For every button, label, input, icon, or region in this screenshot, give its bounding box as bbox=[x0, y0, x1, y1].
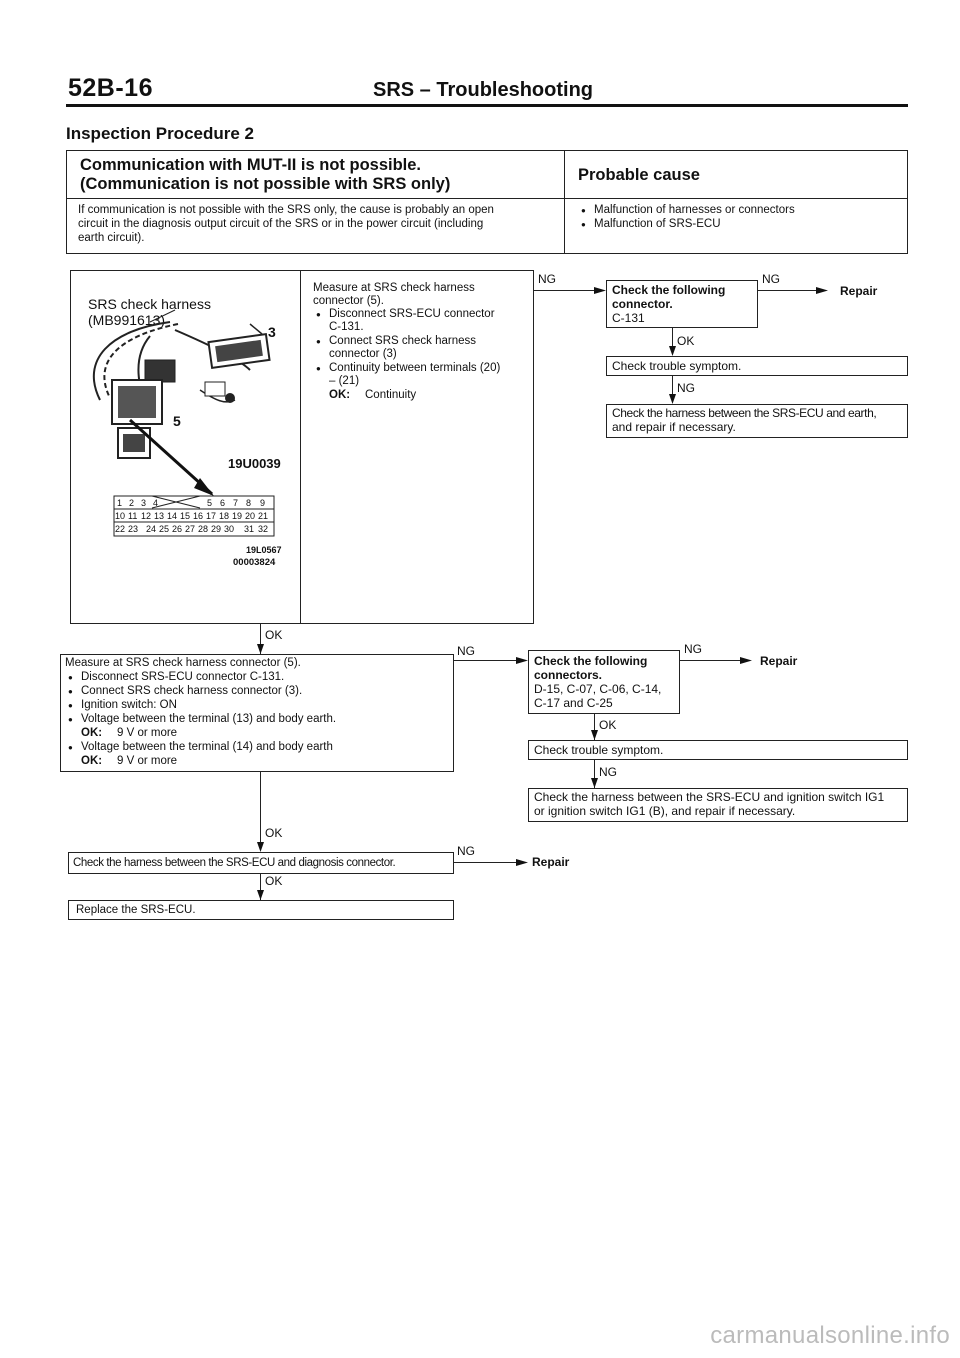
step2-ok2-value: 9 V or more bbox=[117, 755, 178, 767]
terminal-14: 14 bbox=[167, 511, 178, 521]
step2-bullet4: ● Voltage between the terminal (13) and body earth. bbox=[81, 713, 336, 727]
step1-ok-label: OK: bbox=[329, 389, 351, 401]
terminal-27: 27 bbox=[185, 524, 196, 534]
branch2-check-title: Check the following bbox=[534, 654, 648, 668]
terminal-19: 19 bbox=[232, 511, 243, 521]
branch1-ng: NG bbox=[538, 272, 556, 286]
branch1-ng3: NG bbox=[677, 381, 695, 395]
step2-bullet3: ● Ignition switch: ON bbox=[81, 699, 177, 713]
terminal-4: 4 bbox=[153, 498, 159, 508]
step1-bullet2b: connector (3) bbox=[329, 348, 397, 360]
branch2-repair: Repair bbox=[760, 654, 798, 668]
step2-bullet2: ● Connect SRS check harness connector (3). bbox=[81, 685, 302, 699]
terminal-25: 25 bbox=[159, 524, 170, 534]
terminal-26: 26 bbox=[172, 524, 183, 534]
step3-ng: NG bbox=[457, 844, 475, 858]
page-title: SRS – Troubleshooting bbox=[373, 79, 594, 101]
branch2-connectors2: C-17 and C-25 bbox=[534, 696, 613, 710]
ok2-label: OK bbox=[265, 826, 283, 840]
branch1-symptom: Check trouble symptom. bbox=[612, 359, 742, 373]
terminal-1: 1 bbox=[117, 498, 123, 508]
branch1-ok: OK bbox=[677, 334, 695, 348]
terminal-13: 13 bbox=[154, 511, 165, 521]
step1-bullet3b: – (21) bbox=[329, 375, 360, 387]
terminal-28: 28 bbox=[198, 524, 209, 534]
harness-label-2: (MB991613) bbox=[88, 312, 166, 328]
probable-cause-header: Probable cause bbox=[578, 166, 700, 184]
terminal-18: 18 bbox=[219, 511, 230, 521]
terminal-3: 3 bbox=[141, 498, 147, 508]
step1-bullet3a: ● Continuity between terminals (20) bbox=[329, 362, 500, 376]
branch1-harness-line1: Check the harness between the SRS-ECU and earth, bbox=[612, 406, 877, 420]
problem-title-line1: Communication with MUT-II is not possible. bbox=[80, 156, 422, 174]
cause-item-2: ● Malfunction of SRS-ECU bbox=[594, 218, 721, 232]
terminal-30: 30 bbox=[224, 524, 235, 534]
step2-ok1-label: OK: bbox=[81, 727, 103, 739]
branch1-check-title: Check the following bbox=[612, 283, 726, 297]
branch1-connector: C-131 bbox=[612, 311, 645, 325]
terminal-12: 12 bbox=[141, 511, 152, 521]
terminal-5: 5 bbox=[207, 498, 213, 508]
terminal-16: 16 bbox=[193, 511, 204, 521]
branch2-harness-line1: Check the harness between the SRS-ECU and ignition switch IG1 bbox=[534, 790, 885, 804]
terminal-11: 11 bbox=[128, 511, 138, 521]
step1-bullet2a: ● Connect SRS check harness bbox=[329, 335, 476, 349]
step2-bullet1: ● Disconnect SRS-ECU connector C-131. bbox=[81, 671, 284, 685]
branch2-ng3: NG bbox=[599, 765, 617, 779]
terminal-29: 29 bbox=[211, 524, 222, 534]
step1-ok-value: Continuity bbox=[365, 389, 417, 401]
step2-ok1-value: 9 V or more bbox=[117, 727, 178, 739]
terminal-21: 21 bbox=[258, 511, 269, 521]
terminal-2: 2 bbox=[129, 498, 135, 508]
branch2-symptom: Check trouble symptom. bbox=[534, 743, 664, 757]
terminal-22: 22 bbox=[115, 524, 126, 534]
terminal-20: 20 bbox=[245, 511, 256, 521]
terminal-17: 17 bbox=[206, 511, 217, 521]
callout-5: 5 bbox=[173, 413, 181, 429]
branch2-ok: OK bbox=[599, 718, 617, 732]
terminal-15: 15 bbox=[180, 511, 191, 521]
step2-line1: Measure at SRS check harness connector (5). bbox=[65, 657, 301, 669]
problem-desc-line1: If communication is not possible with the SRS only, the cause is probably an open bbox=[78, 204, 494, 216]
terminal-9: 9 bbox=[260, 498, 266, 508]
branch1-check-title2: connector. bbox=[612, 297, 673, 311]
problem-title-line2: (Communication is not possible with SRS only) bbox=[80, 175, 451, 193]
terminal-31: 31 bbox=[244, 524, 255, 534]
problem-desc-line3: earth circuit). bbox=[78, 232, 145, 244]
branch2-check-title2: connectors. bbox=[534, 668, 603, 682]
ok3-label: OK bbox=[265, 874, 283, 888]
terminal-23: 23 bbox=[128, 524, 139, 534]
branch2-ng: NG bbox=[457, 644, 475, 658]
step1-bullet1b: C-131. bbox=[329, 321, 364, 333]
figure-code-1: 19U0039 bbox=[228, 456, 281, 471]
harness-label-1: SRS check harness bbox=[88, 296, 211, 312]
terminal-8: 8 bbox=[246, 498, 252, 508]
branch1-harness-line2: and repair if necessary. bbox=[612, 420, 736, 434]
step2-bullet5: ● Voltage between the terminal (14) and body earth bbox=[81, 741, 333, 755]
callout-3: 3 bbox=[268, 324, 276, 340]
step2-ok2-label: OK: bbox=[81, 755, 103, 767]
ok1-label: OK bbox=[265, 628, 283, 642]
terminal-7: 7 bbox=[233, 498, 239, 508]
figure-code-2: 19L0567 bbox=[246, 545, 282, 555]
branch2-harness-line2: or ignition switch IG1 (B), and repair if necessary. bbox=[534, 804, 796, 818]
step3-repair: Repair bbox=[532, 855, 570, 869]
step1-line1: Measure at SRS check harness bbox=[313, 282, 475, 294]
footer-watermark: carmanualsonline.info bbox=[710, 1322, 950, 1349]
step3-text: Check the harness between the SRS-ECU and diagnosis connector. bbox=[73, 857, 396, 869]
page-number: 52B-16 bbox=[68, 74, 153, 102]
step1-line2: connector (5). bbox=[313, 295, 384, 307]
terminal-6: 6 bbox=[220, 498, 226, 508]
figure-code-3: 00003824 bbox=[233, 557, 276, 568]
section-title: Inspection Procedure 2 bbox=[66, 124, 254, 143]
problem-desc-line2: circuit in the diagnosis output circuit of the SRS or in the power circuit (including bbox=[78, 218, 484, 230]
branch1-repair: Repair bbox=[840, 284, 878, 298]
terminal-10: 10 bbox=[115, 511, 126, 521]
step4-text: Replace the SRS-ECU. bbox=[76, 904, 196, 916]
branch2-ng2: NG bbox=[684, 642, 702, 656]
branch2-connectors1: D-15, C-07, C-06, C-14, bbox=[534, 682, 662, 696]
terminal-24: 24 bbox=[146, 524, 157, 534]
step1-bullet1a: ● Disconnect SRS-ECU connector bbox=[329, 308, 495, 322]
cause-item-1: ● Malfunction of harnesses or connectors bbox=[594, 204, 795, 218]
terminal-32: 32 bbox=[258, 524, 269, 534]
branch1-ng2: NG bbox=[762, 272, 780, 286]
